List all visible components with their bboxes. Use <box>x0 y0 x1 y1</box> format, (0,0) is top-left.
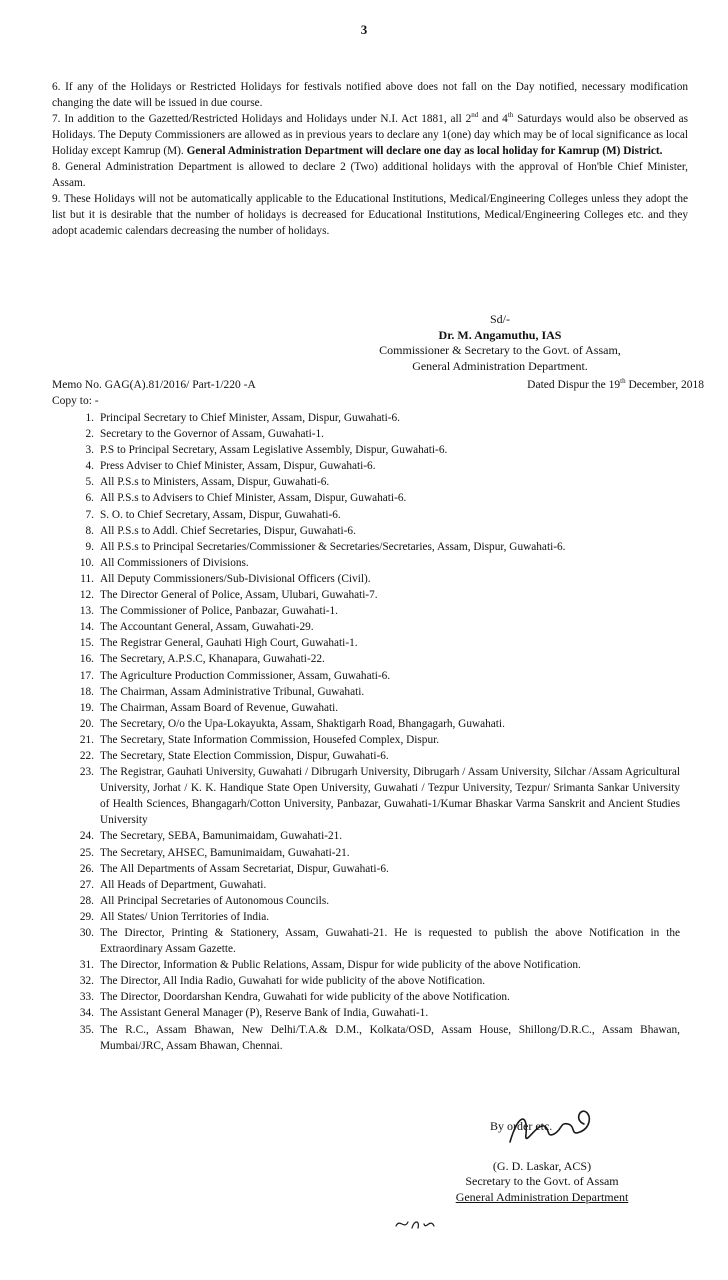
recipient-text: The Chairman, Assam Board of Revenue, Guwahati. <box>100 701 339 714</box>
recipient-number: 15. <box>79 637 94 650</box>
kamrup-holiday-note: General Administration Department will declare one day as local holiday for Kamrup (M) District. <box>186 145 663 157</box>
recipient-text: The Secretary, State Information Commission, Housefed Complex, Dispur. <box>100 733 440 746</box>
recipient-number: 14. <box>79 621 94 634</box>
paragraph-9: 9. These Holidays will not be automatically applicable to the Educational Institutions, Medical/Engineering Colleges unless they adopt the list but it is desirable that the number of holidays is decreased for Educational Institutions, Medical/Engineering Colleges etc. and they adopt academic calendars decreasing the number of holidays. <box>52 193 689 237</box>
recipient-item <box>52 587 680 603</box>
recipient-item <box>52 748 680 764</box>
recipient-number: 1. <box>85 412 94 424</box>
recipient-number: 3. <box>85 444 94 457</box>
recipient-text: Principal Secretary to Chief Minister, Assam, Dispur, Guwahati-6. <box>100 412 400 424</box>
recipient-item <box>52 619 680 635</box>
recipient-text: All States/ Union Territories of India. <box>100 910 270 923</box>
recipient-number: 28. <box>79 894 94 907</box>
recipient-text: The Director General of Police, Assam, Ulubari, Guwahati-7. <box>100 589 378 602</box>
recipient-text: All P.S.s to Principal Secretaries/Commissioner & Secretaries/Secretaries, Assam, Dispur, Guwahati-6. <box>100 540 566 553</box>
paragraph-8: 8. General Administration Department is allowed to declare 2 (Two) additional holidays with the approval of Hon'ble Chief Minister, Assam. <box>52 161 689 189</box>
recipient-item <box>52 764 680 828</box>
recipient-text: The R.C., Assam Bhawan, New Delhi/T.A.& D.M., Kolkata/OSD, Assam House, Shillong/D.R.C., Assam Bhawan, Mumbai/JRC, Assam Bhawan, Chennai. <box>100 1023 680 1052</box>
recipient-text: S. O. to Chief Secretary, Assam, Dispur, Guwahati-6. <box>100 508 341 521</box>
recipient-item <box>52 603 680 619</box>
recipient-item <box>52 523 680 539</box>
recipient-text: The Chairman, Assam Administrative Tribunal, Guwahati. <box>100 685 365 698</box>
recipient-number: 16. <box>79 653 94 666</box>
recipient-text: The Assistant General Manager (P), Reserve Bank of India, Guwahati-1. <box>100 1007 429 1020</box>
recipient-item <box>52 716 680 732</box>
signatory-designation: Commissioner & Secretary to the Govt. of Assam, <box>379 343 621 357</box>
recipient-text: All Deputy Commissioners/Sub-Divisional Officers (Civil). <box>100 572 371 585</box>
recipient-item <box>52 893 680 909</box>
recipient-text: All Heads of Department, Guwahati. <box>100 878 267 891</box>
recipient-number: 2. <box>85 428 94 441</box>
recipient-text: The Director, Doordarshan Kendra, Guwahati for wide publicity of the above Notification. <box>100 991 510 1004</box>
recipient-number: 4. <box>85 460 94 473</box>
recipient-item <box>52 651 680 667</box>
closing-department: General Administration Department <box>455 1189 629 1204</box>
recipient-number: 25. <box>79 846 94 859</box>
recipient-number: 9. <box>85 540 94 553</box>
recipient-number: 6. <box>85 492 94 505</box>
recipient-item <box>52 925 680 957</box>
recipient-number: 23. <box>79 766 94 779</box>
recipient-text: The Secretary, AHSEC, Bamunimaidam, Guwahati-21. <box>100 846 350 859</box>
recipient-item <box>52 989 680 1005</box>
recipient-text: The Director, Printing & Stationery, Assam, Guwahati-21. He is requested to publish the above Notification in the Extraordinary Assam Gazette. <box>100 927 680 956</box>
recipient-number: 19. <box>79 701 94 714</box>
notification-paragraphs <box>52 79 688 239</box>
recipient-item <box>52 1005 680 1021</box>
recipient-item <box>52 410 680 426</box>
recipient-number: 5. <box>85 476 94 489</box>
signatory-department: General Administration Department. <box>412 358 588 373</box>
closing-name: (G. D. Laskar, ACS) <box>492 1158 592 1173</box>
recipient-text: The Accountant General, Assam, Guwahati-29. <box>100 621 314 634</box>
recipient-item <box>52 909 680 925</box>
recipient-text: The Secretary, SEBA, Bamunimaidam, Guwahati-21. <box>100 830 343 843</box>
recipient-number: 34. <box>79 1007 94 1020</box>
recipient-text: The All Departments of Assam Secretariat, Dispur, Guwahati-6. <box>100 862 389 875</box>
recipient-number: 26. <box>79 862 94 875</box>
recipient-item <box>52 861 680 877</box>
recipient-number: 18. <box>79 685 94 698</box>
memo-date: Dated Dispur the 19th December, 2018 <box>527 377 704 391</box>
recipient-number: 8. <box>85 524 94 537</box>
recipient-text: The Director, Information & Public Relations, Assam, Dispur for wide publicity of the above Notification. <box>100 959 581 972</box>
by-order-text: By order etc. <box>490 1119 553 1133</box>
recipient-text: Press Adviser to Chief Minister, Assam, Dispur, Guwahati-6. <box>100 460 376 473</box>
recipient-item <box>52 877 680 893</box>
recipient-number: 30. <box>79 927 94 939</box>
copy-to-label: Copy to: - <box>52 395 99 407</box>
recipient-item <box>52 555 680 571</box>
recipient-item <box>52 732 680 748</box>
signatory-block <box>340 312 660 374</box>
recipient-number: 35. <box>79 1023 94 1036</box>
recipient-text: All P.S.s to Addl. Chief Secretaries, Dispur, Guwahati-6. <box>100 524 356 537</box>
recipient-item <box>52 684 680 700</box>
recipient-text: All Principal Secretaries of Autonomous Councils. <box>100 894 330 907</box>
recipient-text: The Secretary, A.P.S.C, Khanapara, Guwahati-22. <box>100 653 325 666</box>
recipient-list <box>52 410 680 1054</box>
recipient-number: 27. <box>79 878 94 891</box>
signatory-name: Dr. M. Angamuthu, IAS <box>438 327 562 342</box>
recipient-item <box>52 426 680 442</box>
sd-mark: Sd/- <box>489 312 510 326</box>
recipient-text: All P.S.s to Ministers, Assam, Dispur, Guwahati-6. <box>100 476 330 489</box>
recipient-text: The Agriculture Production Commissioner, Assam, Guwahati-6. <box>100 669 391 682</box>
recipient-number: 17. <box>79 669 94 682</box>
recipient-number: 13. <box>79 605 94 618</box>
recipient-number: 33. <box>79 991 94 1004</box>
recipient-text: The Director, All India Radio, Guwahati for wide publicity of the above Notification. <box>100 975 486 988</box>
recipient-item <box>52 539 680 555</box>
recipient-item <box>52 490 680 506</box>
recipient-item <box>52 973 680 989</box>
recipient-item <box>52 828 680 844</box>
recipient-text: P.S to Principal Secretary, Assam Legislative Assembly, Dispur, Guwahati-6. <box>100 444 448 457</box>
recipient-text: The Secretary, State Election Commission, Dispur, Guwahati-6. <box>100 749 389 762</box>
recipient-text: The Commissioner of Police, Panbazar, Guwahati-1. <box>100 605 338 618</box>
recipient-number: 29. <box>79 910 94 923</box>
recipient-number: 24. <box>79 830 94 843</box>
recipient-item <box>52 1022 680 1054</box>
recipient-text: All Commissioners of Divisions. <box>100 556 249 569</box>
recipient-text: The Secretary, O/o the Upa-Lokayukta, Assam, Shaktigarh Road, Bhangagarh, Guwahati. <box>100 717 505 730</box>
recipient-item <box>52 458 680 474</box>
recipient-number: 20. <box>79 717 94 730</box>
closing-designation: Secretary to the Govt. of Assam <box>465 1174 619 1188</box>
paragraph-6: 6. If any of the Holidays or Restricted Holidays for festivals notified above does not fall on the Day notified, necessary modification changing the date will be issued in due course. <box>52 81 688 109</box>
recipient-item <box>52 668 680 684</box>
recipient-item <box>52 700 680 716</box>
recipient-item <box>52 957 680 973</box>
recipient-number: 11. <box>80 572 94 585</box>
closing-block <box>432 1119 652 1205</box>
memo-number: Memo No. GAG(A).81/2016/ Part-1/220 -A <box>52 379 256 391</box>
recipient-text: The Registrar General, Gauhati High Court, Guwahati-1. <box>100 637 358 650</box>
recipient-number: 21. <box>79 733 94 746</box>
paragraph-7: 7. In addition to the Gazetted/Restricted Holidays and Holidays under N.I. Act 1881, all 2nd and 4th Saturdays would also be observed as Holidays. The Deputy Commissioners are allowed as in previous years to declare any 1(one) day which may be of local significance as local Holiday except Kamrup (M). General Administration Department will declare one day as local holiday for Kamrup (M) District. <box>52 111 689 157</box>
recipient-text: Secretary to the Governor of Assam, Guwahati-1. <box>100 428 324 441</box>
recipient-text: The Registrar, Gauhati University, Guwahati / Dibrugarh University, Dibrugarh / Assam University, Silchar /Assam Agricultural University, Jorhat / K. K. Handique State Open University, Guwahati / Tezpur University, Tezpur/ Srimanta Sankar University of Health Sciences, Bhangagarh/Cotton University, Panbazar, Guwahati-1/Kumar Bhaskar Varma Sanskrit and Ancient Studies University <box>100 766 680 827</box>
page-number: 3 <box>360 22 368 37</box>
recipient-item <box>52 845 680 861</box>
recipient-item <box>52 635 680 651</box>
recipient-item <box>52 442 680 458</box>
recipient-item <box>52 474 680 490</box>
recipient-number: 32. <box>79 975 94 988</box>
recipient-number: 12. <box>79 589 94 602</box>
initials-mark <box>392 1212 440 1234</box>
recipient-number: 10. <box>79 556 94 569</box>
recipient-number: 7. <box>85 508 94 521</box>
recipient-number: 22. <box>79 749 94 762</box>
recipient-item <box>52 571 680 587</box>
recipient-number: 31. <box>79 959 94 972</box>
recipient-item <box>52 507 680 523</box>
recipient-text: All P.S.s to Advisers to Chief Minister, Assam, Dispur, Guwahati-6. <box>100 492 407 505</box>
